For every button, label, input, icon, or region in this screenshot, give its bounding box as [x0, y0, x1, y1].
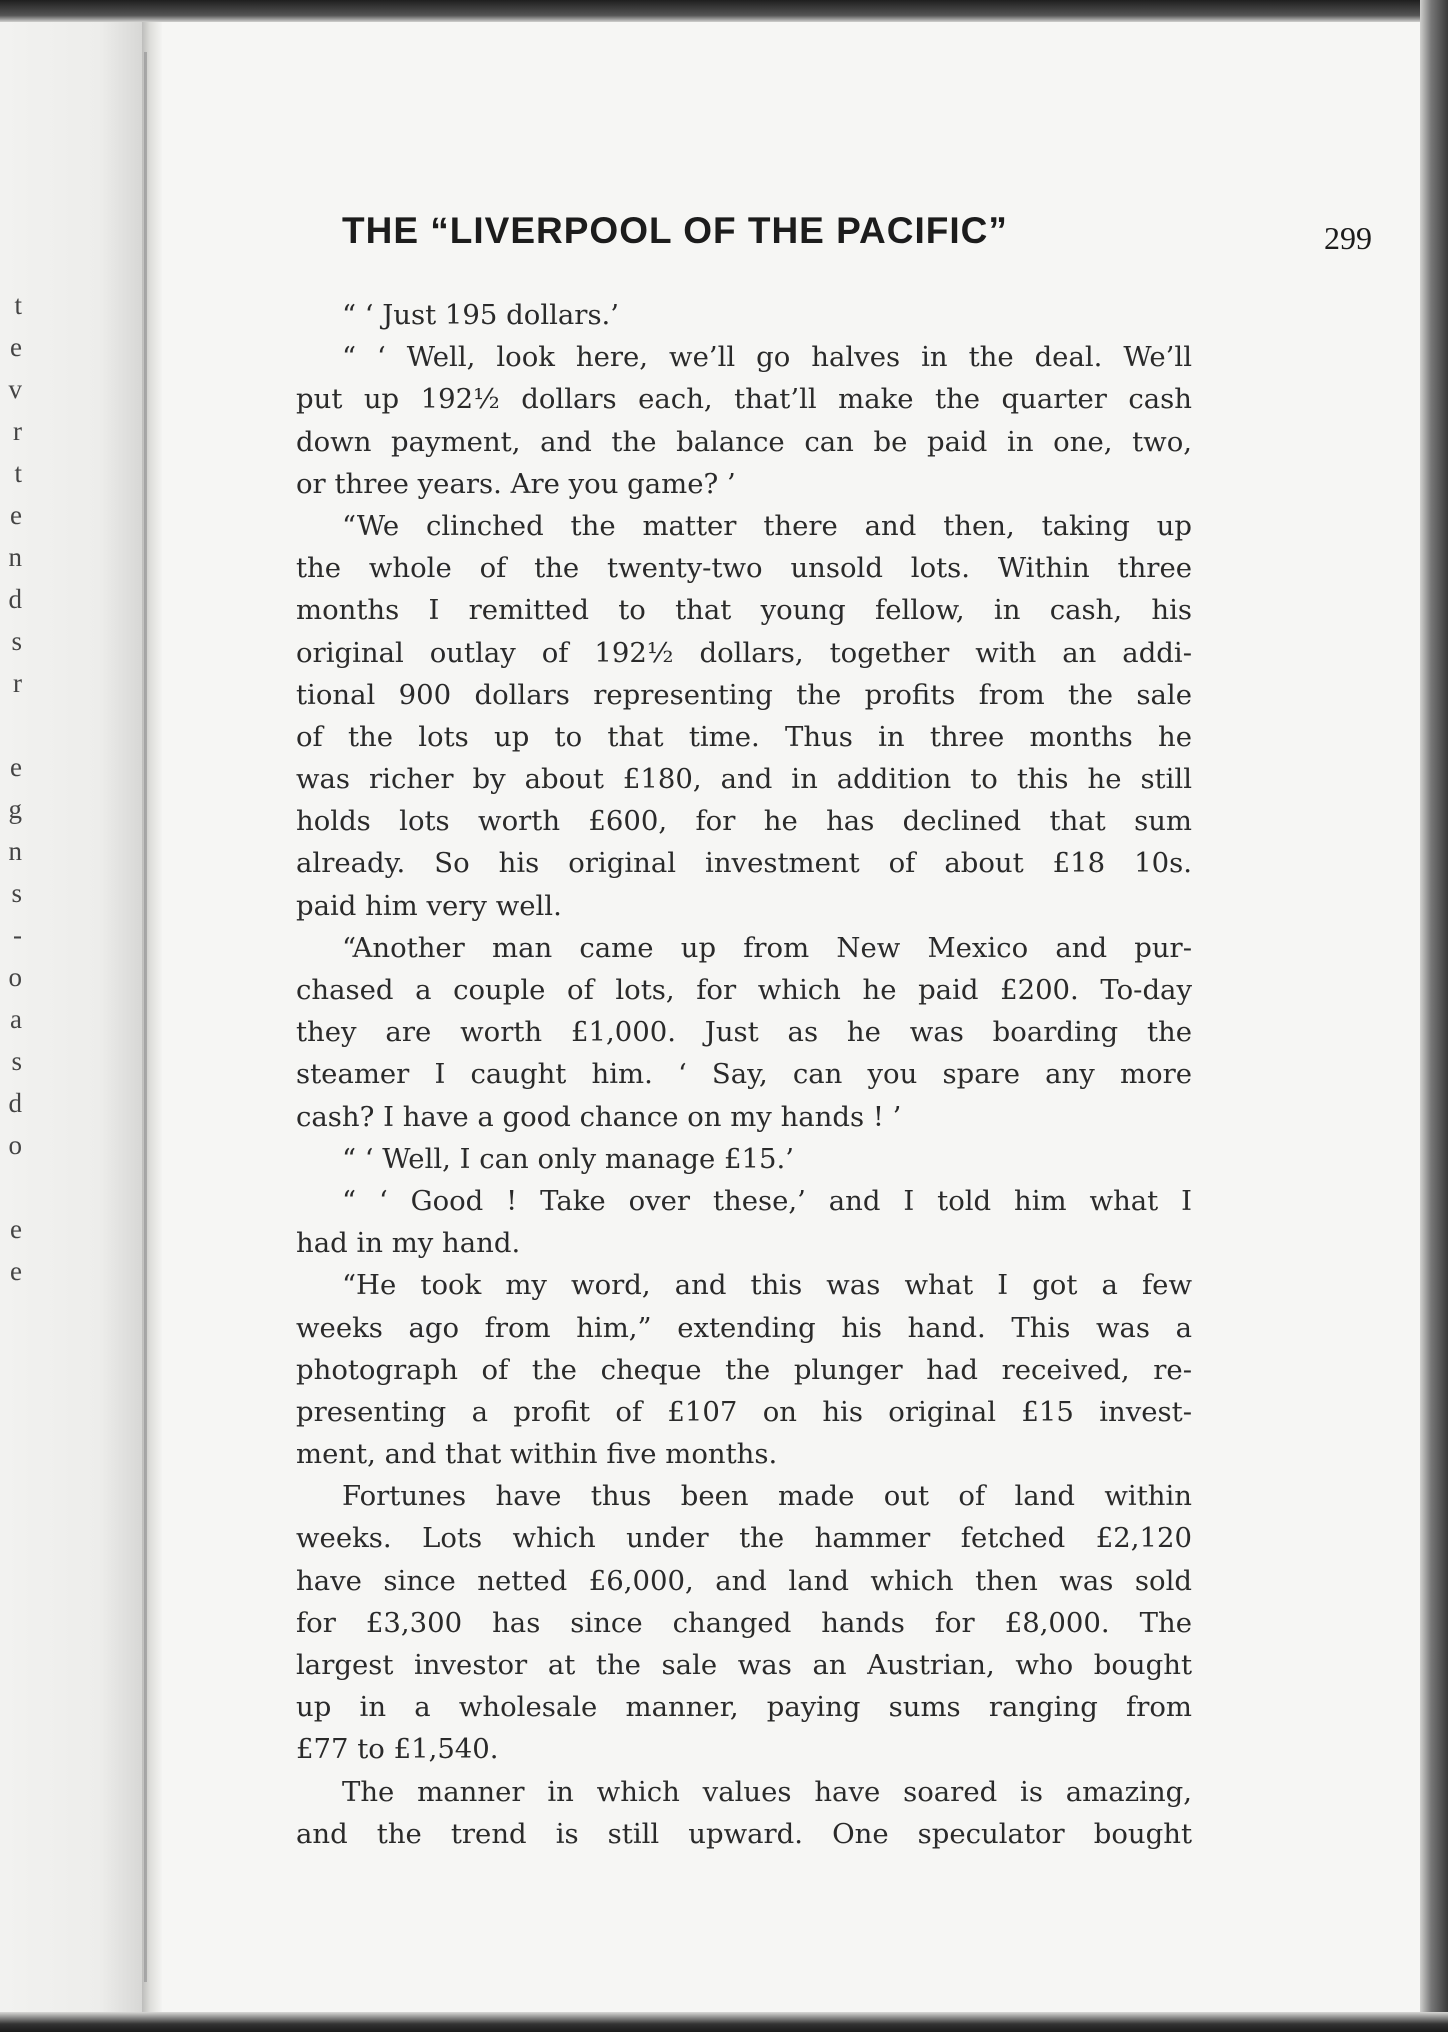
- text-line: original outlay of 192½ dollars, together with an addi-: [296, 636, 1192, 669]
- previous-page-fragment: t: [14, 458, 22, 488]
- previous-page-fragment: r: [13, 416, 22, 446]
- text-line: steamer I caught him. ‘ Say, can you spare any more: [296, 1058, 1192, 1091]
- text-line: had in my hand.: [296, 1227, 521, 1260]
- text-line: “ ‘ Well, I can only manage £15.’: [342, 1142, 795, 1175]
- book-top-edge: [0, 0, 1448, 22]
- text-line: for £3,300 has since changed hands for £8,000. The: [296, 1606, 1192, 1639]
- page-body-text: [296, 294, 1192, 1855]
- previous-page-fragment: [0, 704, 22, 746]
- previous-page-fragment: g: [8, 794, 22, 824]
- previous-page-fragment: a: [10, 1004, 22, 1034]
- previous-page-fragment: o: [8, 1130, 22, 1160]
- running-title: THE “LIVERPOOL OF THE PACIFIC”: [342, 210, 1008, 251]
- previous-page-fragment: e: [10, 1256, 22, 1286]
- previous-page-fragment: s: [11, 878, 22, 908]
- text-line: “We clinched the matter there and then, taking up: [342, 509, 1192, 542]
- book-gutter: [142, 22, 162, 2012]
- text-line: weeks. Lots which under the hammer fetched £2,120: [296, 1522, 1192, 1555]
- text-line: Fortunes have thus been made out of land within: [342, 1480, 1192, 1513]
- text-line: up in a wholesale manner, paying sums ranging from: [296, 1691, 1192, 1724]
- previous-page-fragment: s: [11, 1046, 22, 1076]
- previous-page-fragment: e: [10, 500, 22, 530]
- text-line: presenting a profit of £107 on his original £15 invest-: [296, 1395, 1192, 1428]
- text-line: or three years. Are you game? ’: [296, 467, 736, 500]
- text-line: “ ‘ Just 195 dollars.’: [342, 299, 620, 331]
- text-line: “ ‘ Well, look here, we’ll go halves in the deal. We’ll: [342, 341, 1192, 374]
- previous-page-fragment: s: [11, 626, 22, 656]
- text-line: and the trend is still upward. One speculator bought: [296, 1817, 1192, 1850]
- text-line: down payment, and the balance can be paid in one, two,: [296, 425, 1192, 458]
- text-line: “Another man came up from New Mexico and pur-: [342, 931, 1192, 964]
- previous-page-fragment: o: [8, 962, 22, 992]
- book-bottom-edge: [0, 2012, 1448, 2032]
- text-line: largest investor at the sale was an Austrian, who bought: [296, 1649, 1192, 1681]
- previous-page-fragment: n: [8, 836, 22, 866]
- book-right-edge: [1420, 0, 1448, 2032]
- previous-page-fragment: d: [8, 1088, 22, 1118]
- text-line: months I remitted to that young fellow, in cash, his: [296, 594, 1192, 627]
- previous-page-fragment: -: [13, 920, 22, 950]
- text-line: photograph of the cheque the plunger had received, re-: [296, 1353, 1192, 1386]
- previous-page-strip: [0, 22, 142, 2012]
- text-line: tional 900 dollars representing the profits from the sale: [296, 678, 1192, 711]
- previous-page-fragment: d: [8, 584, 22, 614]
- text-line: of the lots up to that time. Thus in three months he: [296, 720, 1192, 753]
- page-number: 299: [1324, 220, 1372, 256]
- text-line: have since netted £6,000, and land which then was sold: [296, 1564, 1192, 1597]
- text-line: paid him very well.: [296, 889, 562, 922]
- text-line: £77 to £1,540.: [296, 1733, 499, 1766]
- previous-page-fragment: v: [8, 374, 22, 404]
- text-line: “He took my word, and this was what I got a few: [342, 1269, 1192, 1302]
- book-page: [162, 22, 1420, 2012]
- previous-page-fragment: e: [10, 332, 22, 362]
- text-line: chased a couple of lots, for which he paid £200. To-day: [296, 974, 1192, 1006]
- text-line: holds lots worth £600, for he has declined that sum: [296, 805, 1192, 838]
- text-line: “ ‘ Good ! Take over these,’ and I told him what I: [342, 1184, 1192, 1217]
- previous-page-fragment: e: [10, 752, 22, 782]
- text-line: weeks ago from him,” extending his hand. This was a: [296, 1311, 1192, 1344]
- running-head: [342, 210, 1372, 270]
- previous-page-text-fragments: [0, 284, 22, 1292]
- previous-page-fragment: n: [8, 542, 22, 572]
- text-line: put up 192½ dollars each, that’ll make the quarter cash: [296, 383, 1192, 416]
- previous-page-fragment: e: [10, 1214, 22, 1244]
- previous-page-fragment: [0, 1166, 22, 1208]
- previous-page-fragment: r: [13, 668, 22, 698]
- text-line: The manner in which values have soared is amazing,: [342, 1775, 1192, 1808]
- previous-page-fragment: t: [14, 290, 22, 320]
- text-line: the whole of the twenty-two unsold lots. Within three: [296, 552, 1192, 585]
- text-line: was richer by about £180, and in addition to this he still: [296, 763, 1192, 796]
- text-line: ment, and that within five months.: [296, 1438, 778, 1471]
- text-line: cash? I have a good chance on my hands ! ’: [296, 1100, 902, 1133]
- text-line: already. So his original investment of about £18 10s.: [296, 847, 1192, 880]
- text-line: they are worth £1,000. Just as he was boarding the: [296, 1016, 1192, 1049]
